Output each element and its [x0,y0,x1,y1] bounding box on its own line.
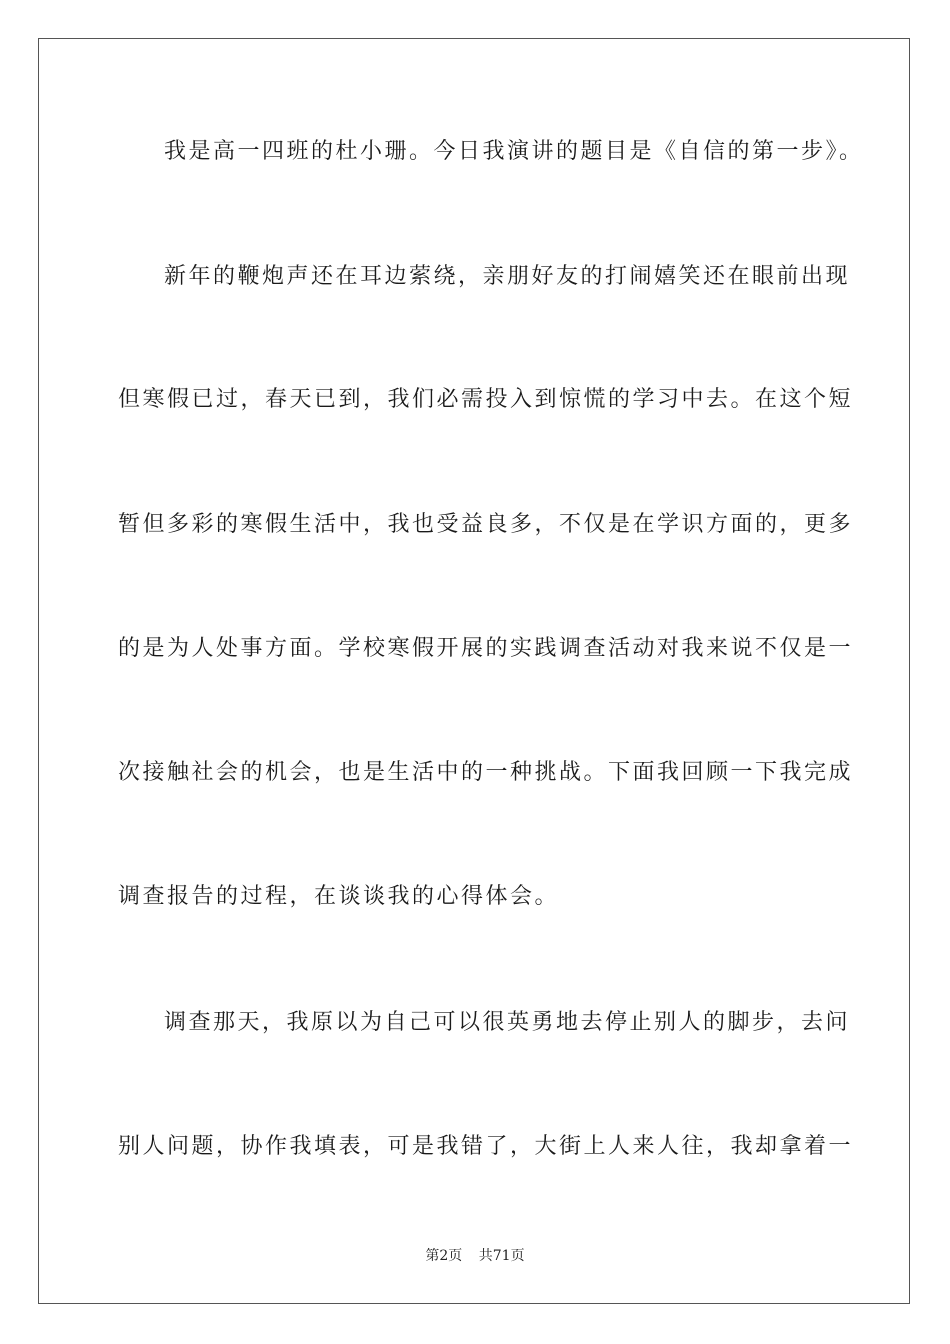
paragraph-line: 但寒假已过，春天已到，我们必需投入到惊慌的学习中去。在这个短 [118,387,854,412]
page-footer [0,1246,950,1266]
paragraph-line: 调查报告的过程，在谈谈我的心得体会。 [118,884,560,909]
paragraph-line: 调查那天，我原以为自己可以很英勇地去停止别人的脚步，去问 [164,1010,851,1035]
paragraph-line: 的是为人处事方面。学校寒假开展的实践调查活动对我来说不仅是一 [118,636,854,661]
paragraph-line: 我是高一四班的杜小珊。今日我演讲的题目是《自信的第一步》。 [164,139,864,164]
page-border [38,38,910,1304]
paragraph-line: 新年的鞭炮声还在耳边萦绕，亲朋好友的打闹嬉笑还在眼前出现 [164,264,851,289]
paragraph-line: 别人问题，协作我填表，可是我错了，大街上人来人往，我却拿着一 [118,1134,854,1159]
page-number-current: 第2页 [425,1248,463,1264]
paragraph-line: 次接触社会的机会，也是生活中的一种挑战。下面我回顾一下我完成 [118,760,854,785]
page-number-total: 共71页 [478,1248,525,1264]
paragraph-line: 暂但多彩的寒假生活中，我也受益良多，不仅是在学识方面的，更多 [118,512,854,537]
